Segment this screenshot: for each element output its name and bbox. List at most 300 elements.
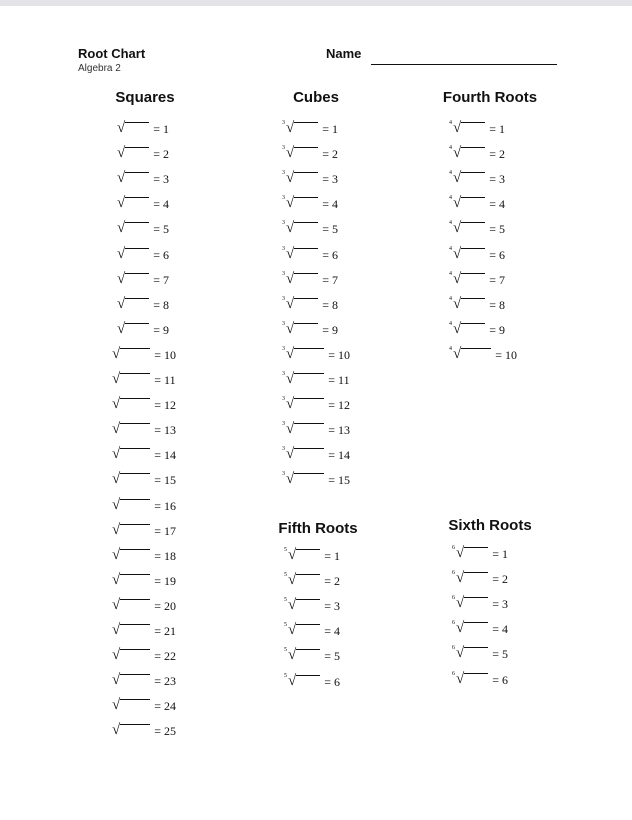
radical-icon: √ bbox=[456, 645, 465, 662]
radicand-blank[interactable] bbox=[461, 248, 485, 262]
radicand-blank[interactable] bbox=[461, 348, 491, 362]
radicand-blank[interactable] bbox=[464, 673, 488, 687]
equals-value bbox=[154, 499, 176, 513]
radical-answer-blank[interactable] bbox=[452, 620, 488, 636]
equals-value bbox=[489, 122, 505, 136]
radical-answer-blank[interactable] bbox=[282, 471, 324, 487]
fourth-roots-row bbox=[449, 118, 505, 136]
equals-value bbox=[324, 624, 340, 638]
radicand-blank[interactable] bbox=[294, 197, 318, 211]
root-result: 5 bbox=[499, 222, 506, 237]
radical-icon: √ bbox=[117, 195, 126, 212]
radicand-blank[interactable] bbox=[120, 423, 150, 437]
radicand-blank[interactable] bbox=[464, 597, 488, 611]
radical-answer-blank[interactable] bbox=[117, 145, 149, 161]
radicand-blank[interactable] bbox=[461, 298, 485, 312]
radicand-blank[interactable] bbox=[464, 647, 488, 661]
radicand-blank[interactable] bbox=[296, 649, 320, 663]
radical-icon: √ bbox=[453, 220, 462, 237]
root-index: 3 bbox=[282, 270, 285, 277]
radical-answer-blank[interactable] bbox=[282, 195, 318, 211]
equals-sign: = bbox=[154, 498, 162, 513]
radical-icon: √ bbox=[453, 195, 462, 212]
radicand-blank[interactable] bbox=[294, 348, 324, 362]
radicand-blank[interactable] bbox=[120, 373, 150, 387]
radicand-blank[interactable] bbox=[296, 574, 320, 588]
radical-answer-blank[interactable] bbox=[112, 572, 150, 588]
radical-answer-blank[interactable] bbox=[112, 346, 150, 362]
root-result: 4 bbox=[499, 197, 506, 212]
radical-icon: √ bbox=[286, 471, 295, 488]
radical-answer-blank[interactable] bbox=[452, 671, 488, 687]
root-index: 3 bbox=[282, 421, 285, 428]
equals-value bbox=[492, 673, 508, 687]
radicand-blank[interactable] bbox=[125, 323, 149, 337]
radicand-blank[interactable] bbox=[461, 323, 485, 337]
equals-sign: = bbox=[154, 523, 162, 538]
equals-sign: = bbox=[492, 672, 500, 687]
radical-answer-blank[interactable] bbox=[449, 271, 485, 287]
radical-icon: √ bbox=[288, 672, 297, 689]
radical-answer-blank[interactable] bbox=[452, 645, 488, 661]
fourth-roots-row bbox=[449, 294, 505, 312]
equals-sign: = bbox=[322, 297, 330, 312]
radicand-blank[interactable] bbox=[120, 724, 150, 738]
radical-answer-blank[interactable] bbox=[449, 220, 485, 236]
radicand-blank[interactable] bbox=[125, 248, 149, 262]
radicand-blank[interactable] bbox=[120, 574, 150, 588]
root-index: 4 bbox=[449, 245, 452, 252]
root-index: 3 bbox=[282, 345, 285, 352]
radical-answer-blank[interactable] bbox=[282, 170, 318, 186]
fifth-roots-row bbox=[284, 645, 340, 663]
equals-value bbox=[489, 222, 505, 236]
radical-icon: √ bbox=[117, 320, 126, 337]
radicand-blank[interactable] bbox=[294, 448, 324, 462]
radical-icon: √ bbox=[112, 471, 121, 488]
root-result: 1 bbox=[332, 122, 339, 136]
root-index: 3 bbox=[282, 371, 285, 377]
radical-answer-blank[interactable] bbox=[282, 220, 318, 236]
radicand-blank[interactable] bbox=[120, 699, 150, 713]
radical-icon: √ bbox=[112, 722, 121, 739]
fourth-roots-row bbox=[449, 244, 505, 262]
radicand-blank[interactable] bbox=[125, 172, 149, 186]
radical-answer-blank[interactable] bbox=[282, 145, 318, 161]
radical-answer-blank[interactable] bbox=[449, 120, 485, 136]
equals-value bbox=[153, 273, 169, 287]
squares-row bbox=[117, 244, 169, 262]
root-result: 5 bbox=[334, 649, 341, 664]
radicand-blank[interactable] bbox=[120, 599, 150, 613]
equals-sign: = bbox=[153, 197, 161, 212]
equals-sign: = bbox=[328, 398, 336, 413]
equals-sign: = bbox=[322, 197, 330, 212]
radicand-blank[interactable] bbox=[294, 147, 318, 161]
equals-sign: = bbox=[489, 122, 497, 136]
fourth-roots-row bbox=[449, 218, 505, 236]
radicand-blank[interactable] bbox=[120, 674, 150, 688]
radical-icon: √ bbox=[286, 245, 295, 262]
fourth-roots-row bbox=[449, 269, 505, 287]
radical-answer-blank[interactable] bbox=[282, 396, 324, 412]
squares-row bbox=[117, 118, 169, 136]
radical-answer-blank[interactable] bbox=[117, 271, 149, 287]
radical-icon: √ bbox=[112, 546, 121, 563]
radical-answer-blank[interactable] bbox=[282, 120, 318, 136]
radical-icon: √ bbox=[286, 170, 295, 187]
sixth-roots-row bbox=[452, 643, 508, 661]
root-result: 1 bbox=[502, 547, 509, 561]
radical-icon: √ bbox=[286, 345, 295, 362]
radicand-blank[interactable] bbox=[294, 398, 324, 412]
radical-answer-blank[interactable] bbox=[449, 195, 485, 211]
radical-answer-blank[interactable] bbox=[282, 271, 318, 287]
radicand-blank[interactable] bbox=[294, 323, 318, 337]
root-result: 4 bbox=[163, 197, 170, 212]
equals-value bbox=[154, 373, 175, 387]
radical-icon: √ bbox=[112, 521, 121, 538]
squares-row bbox=[112, 720, 176, 738]
radical-icon: √ bbox=[453, 270, 462, 287]
equals-sign: = bbox=[489, 147, 497, 162]
radical-icon: √ bbox=[453, 145, 462, 162]
equals-value bbox=[153, 197, 169, 211]
radicand-blank[interactable] bbox=[294, 473, 324, 487]
radical-answer-blank[interactable] bbox=[282, 346, 324, 362]
radical-icon: √ bbox=[456, 620, 465, 637]
radical-answer-blank[interactable] bbox=[117, 246, 149, 262]
radical-answer-blank[interactable] bbox=[117, 220, 149, 236]
equals-value bbox=[328, 423, 350, 437]
root-result: 17 bbox=[164, 523, 177, 538]
equals-sign: = bbox=[492, 547, 500, 561]
radical-answer-blank[interactable] bbox=[282, 421, 324, 437]
equals-value bbox=[154, 398, 176, 412]
root-index: 3 bbox=[282, 145, 285, 152]
equals-value bbox=[489, 197, 505, 211]
cubes-heading: Cubes bbox=[293, 89, 339, 106]
root-result: 2 bbox=[332, 147, 339, 162]
radicand-blank[interactable] bbox=[461, 197, 485, 211]
document-subtitle: Algebra 2 bbox=[78, 63, 121, 74]
radicand-blank[interactable] bbox=[294, 172, 318, 186]
cubes-row bbox=[282, 294, 338, 312]
equals-value bbox=[154, 724, 176, 738]
radical-icon: √ bbox=[112, 596, 121, 613]
squares-heading: Squares bbox=[115, 89, 175, 106]
equals-sign: = bbox=[489, 197, 497, 212]
cubes-row bbox=[282, 469, 350, 487]
radicand-blank[interactable] bbox=[294, 373, 324, 387]
root-result: 11 bbox=[338, 373, 350, 387]
radical-answer-blank[interactable] bbox=[112, 697, 150, 713]
radical-answer-blank[interactable] bbox=[284, 622, 320, 638]
equals-sign: = bbox=[324, 649, 332, 664]
equals-sign: = bbox=[324, 624, 332, 639]
radical-answer-blank[interactable] bbox=[282, 246, 318, 262]
root-index: 4 bbox=[449, 120, 452, 126]
root-result: 6 bbox=[332, 247, 339, 262]
radicand-blank[interactable] bbox=[461, 222, 485, 236]
radicand-blank[interactable] bbox=[296, 549, 320, 563]
equals-sign: = bbox=[154, 347, 162, 362]
cubes-row bbox=[282, 244, 338, 262]
radicand-blank[interactable] bbox=[461, 172, 485, 186]
radical-answer-blank[interactable] bbox=[112, 471, 150, 487]
fifth-roots-row bbox=[284, 595, 340, 613]
radical-answer-blank[interactable] bbox=[117, 195, 149, 211]
root-index: 3 bbox=[282, 195, 285, 202]
radicand-blank[interactable] bbox=[464, 572, 488, 586]
equals-value bbox=[328, 473, 350, 487]
radicand-blank[interactable] bbox=[120, 549, 150, 563]
equals-value bbox=[154, 674, 176, 688]
root-result: 7 bbox=[332, 272, 339, 287]
radicand-blank[interactable] bbox=[294, 298, 318, 312]
radicand-blank[interactable] bbox=[461, 122, 485, 136]
root-result: 5 bbox=[163, 222, 170, 237]
root-result: 10 bbox=[505, 347, 518, 362]
radical-answer-blank[interactable] bbox=[282, 371, 324, 387]
radical-icon: √ bbox=[456, 595, 465, 612]
radical-answer-blank[interactable] bbox=[452, 595, 488, 611]
equals-sign: = bbox=[322, 322, 330, 337]
equals-value bbox=[489, 147, 505, 161]
radical-answer-blank[interactable] bbox=[449, 246, 485, 262]
radical-answer-blank[interactable] bbox=[112, 396, 150, 412]
radicand-blank[interactable] bbox=[125, 122, 149, 136]
equals-sign: = bbox=[489, 272, 497, 287]
squares-row bbox=[112, 469, 176, 487]
root-result: 3 bbox=[499, 172, 506, 187]
equals-value bbox=[324, 649, 340, 663]
squares-row bbox=[112, 645, 176, 663]
cubes-row bbox=[282, 218, 338, 236]
radical-answer-blank[interactable] bbox=[112, 722, 150, 738]
cubes-row bbox=[282, 419, 350, 437]
equals-value bbox=[154, 348, 176, 362]
fourth-roots-row bbox=[449, 143, 505, 161]
radical-icon: √ bbox=[286, 396, 295, 413]
radicand-blank[interactable] bbox=[461, 147, 485, 161]
root-index: 6 bbox=[452, 620, 455, 627]
equals-sign: = bbox=[153, 122, 161, 136]
radical-answer-blank[interactable] bbox=[112, 497, 150, 513]
radical-answer-blank[interactable] bbox=[284, 572, 320, 588]
root-result: 21 bbox=[164, 624, 177, 638]
equals-sign: = bbox=[492, 647, 500, 662]
root-result: 23 bbox=[164, 674, 177, 689]
cubes-row bbox=[282, 369, 350, 387]
radicand-blank[interactable] bbox=[125, 222, 149, 236]
cubes-row bbox=[282, 444, 350, 462]
fifth-roots-heading: Fifth Roots bbox=[278, 520, 358, 537]
radicand-blank[interactable] bbox=[464, 547, 488, 561]
fifth-roots-row bbox=[284, 620, 340, 638]
root-result: 3 bbox=[163, 172, 170, 187]
radical-answer-blank[interactable] bbox=[117, 170, 149, 186]
equals-sign: = bbox=[153, 272, 161, 287]
radical-icon: √ bbox=[453, 295, 462, 312]
fourth-roots-row bbox=[449, 193, 505, 211]
equals-sign: = bbox=[489, 322, 497, 337]
equals-value bbox=[154, 624, 176, 638]
name-blank-line[interactable] bbox=[371, 64, 557, 65]
root-result: 13 bbox=[338, 423, 351, 438]
radical-answer-blank[interactable] bbox=[284, 597, 320, 613]
radical-answer-blank[interactable] bbox=[452, 570, 488, 586]
radical-answer-blank[interactable] bbox=[112, 547, 150, 563]
radical-answer-blank[interactable] bbox=[282, 446, 324, 462]
root-index: 3 bbox=[282, 220, 285, 227]
squares-row bbox=[117, 294, 169, 312]
radicand-blank[interactable] bbox=[120, 624, 150, 638]
radical-icon: √ bbox=[112, 345, 121, 362]
radical-answer-blank[interactable] bbox=[112, 371, 150, 387]
sixth-roots-row bbox=[452, 618, 508, 636]
radicand-blank[interactable] bbox=[461, 273, 485, 287]
radical-answer-blank[interactable] bbox=[449, 296, 485, 312]
root-result: 2 bbox=[499, 147, 506, 162]
equals-value bbox=[154, 599, 176, 613]
cubes-row bbox=[282, 193, 338, 211]
root-index: 6 bbox=[452, 645, 455, 652]
radical-icon: √ bbox=[286, 220, 295, 237]
root-index: 4 bbox=[449, 345, 452, 352]
radical-icon: √ bbox=[286, 320, 295, 337]
radicand-blank[interactable] bbox=[294, 423, 324, 437]
radicand-blank[interactable] bbox=[125, 147, 149, 161]
radical-icon: √ bbox=[288, 547, 297, 563]
radicand-blank[interactable] bbox=[296, 675, 320, 689]
radical-answer-blank[interactable] bbox=[449, 170, 485, 186]
equals-value bbox=[154, 423, 176, 437]
radical-answer-blank[interactable] bbox=[117, 321, 149, 337]
radical-answer-blank[interactable] bbox=[449, 145, 485, 161]
root-result: 15 bbox=[164, 473, 177, 488]
radicand-blank[interactable] bbox=[120, 398, 150, 412]
radical-answer-blank[interactable] bbox=[112, 647, 150, 663]
radical-answer-blank[interactable] bbox=[117, 296, 149, 312]
radical-answer-blank[interactable] bbox=[112, 522, 150, 538]
squares-row bbox=[117, 269, 169, 287]
radicand-blank[interactable] bbox=[120, 348, 150, 362]
root-index: 3 bbox=[282, 471, 285, 478]
radical-icon: √ bbox=[456, 670, 465, 687]
radical-icon: √ bbox=[288, 622, 297, 639]
root-result: 11 bbox=[164, 373, 176, 387]
squares-row bbox=[112, 344, 176, 362]
cubes-row bbox=[282, 394, 350, 412]
radicand-blank[interactable] bbox=[294, 248, 318, 262]
radicand-blank[interactable] bbox=[120, 524, 150, 538]
squares-row bbox=[112, 545, 176, 563]
root-index: 4 bbox=[449, 295, 452, 302]
radical-answer-blank[interactable] bbox=[112, 421, 150, 437]
radical-icon: √ bbox=[286, 120, 295, 136]
radical-icon: √ bbox=[117, 120, 126, 136]
equals-value bbox=[153, 147, 169, 161]
radicand-blank[interactable] bbox=[294, 273, 318, 287]
radicand-blank[interactable] bbox=[125, 197, 149, 211]
equals-sign: = bbox=[153, 247, 161, 262]
radical-icon: √ bbox=[456, 570, 465, 587]
root-result: 25 bbox=[164, 724, 177, 739]
cubes-row bbox=[282, 143, 338, 161]
equals-value bbox=[322, 273, 338, 287]
root-index: 3 bbox=[282, 446, 285, 453]
equals-sign: = bbox=[489, 297, 497, 312]
root-result: 4 bbox=[332, 197, 339, 212]
radical-answer-blank[interactable] bbox=[112, 446, 150, 462]
equals-value bbox=[492, 547, 508, 561]
root-result: 6 bbox=[499, 247, 506, 262]
equals-value bbox=[324, 574, 340, 588]
radical-answer-blank[interactable] bbox=[284, 647, 320, 663]
equals-value bbox=[489, 298, 505, 312]
equals-value bbox=[489, 273, 505, 287]
equals-sign: = bbox=[153, 322, 161, 337]
root-result: 6 bbox=[163, 247, 170, 262]
radical-answer-blank[interactable] bbox=[112, 622, 150, 638]
radicand-blank[interactable] bbox=[296, 599, 320, 613]
radical-answer-blank[interactable] bbox=[282, 296, 318, 312]
equals-value bbox=[495, 348, 517, 362]
radicand-blank[interactable] bbox=[125, 273, 149, 287]
equals-sign: = bbox=[154, 598, 162, 613]
root-result: 3 bbox=[334, 599, 341, 614]
root-result: 19 bbox=[164, 573, 177, 588]
equals-sign: = bbox=[322, 172, 330, 187]
radicand-blank[interactable] bbox=[464, 622, 488, 636]
squares-row bbox=[117, 143, 169, 161]
radical-answer-blank[interactable] bbox=[449, 346, 491, 362]
fourth-roots-row bbox=[449, 319, 505, 337]
radicand-blank[interactable] bbox=[294, 122, 318, 136]
radical-answer-blank[interactable] bbox=[284, 547, 320, 563]
radicand-blank[interactable] bbox=[120, 499, 150, 513]
radical-answer-blank[interactable] bbox=[112, 597, 150, 613]
equals-sign: = bbox=[154, 448, 162, 463]
root-result: 16 bbox=[164, 498, 177, 513]
radical-answer-blank[interactable] bbox=[284, 673, 320, 689]
radicand-blank[interactable] bbox=[120, 473, 150, 487]
radicand-blank[interactable] bbox=[120, 649, 150, 663]
root-index: 3 bbox=[282, 245, 285, 252]
radicand-blank[interactable] bbox=[120, 448, 150, 462]
radical-answer-blank[interactable] bbox=[117, 120, 149, 136]
radical-icon: √ bbox=[112, 672, 121, 689]
root-index: 5 bbox=[284, 622, 287, 629]
equals-sign: = bbox=[324, 574, 332, 589]
root-result: 8 bbox=[332, 297, 339, 312]
radicand-blank[interactable] bbox=[125, 298, 149, 312]
radical-answer-blank[interactable] bbox=[449, 321, 485, 337]
radical-answer-blank[interactable] bbox=[282, 321, 318, 337]
radical-answer-blank[interactable] bbox=[452, 545, 488, 561]
root-result: 3 bbox=[332, 172, 339, 187]
radicand-blank[interactable] bbox=[296, 624, 320, 638]
root-index: 3 bbox=[282, 170, 285, 177]
root-result: 13 bbox=[164, 423, 177, 438]
radical-answer-blank[interactable] bbox=[112, 672, 150, 688]
equals-sign: = bbox=[154, 423, 162, 438]
radical-icon: √ bbox=[112, 396, 121, 413]
fourth-roots-row bbox=[449, 168, 505, 186]
equals-value bbox=[322, 222, 338, 236]
radicand-blank[interactable] bbox=[294, 222, 318, 236]
